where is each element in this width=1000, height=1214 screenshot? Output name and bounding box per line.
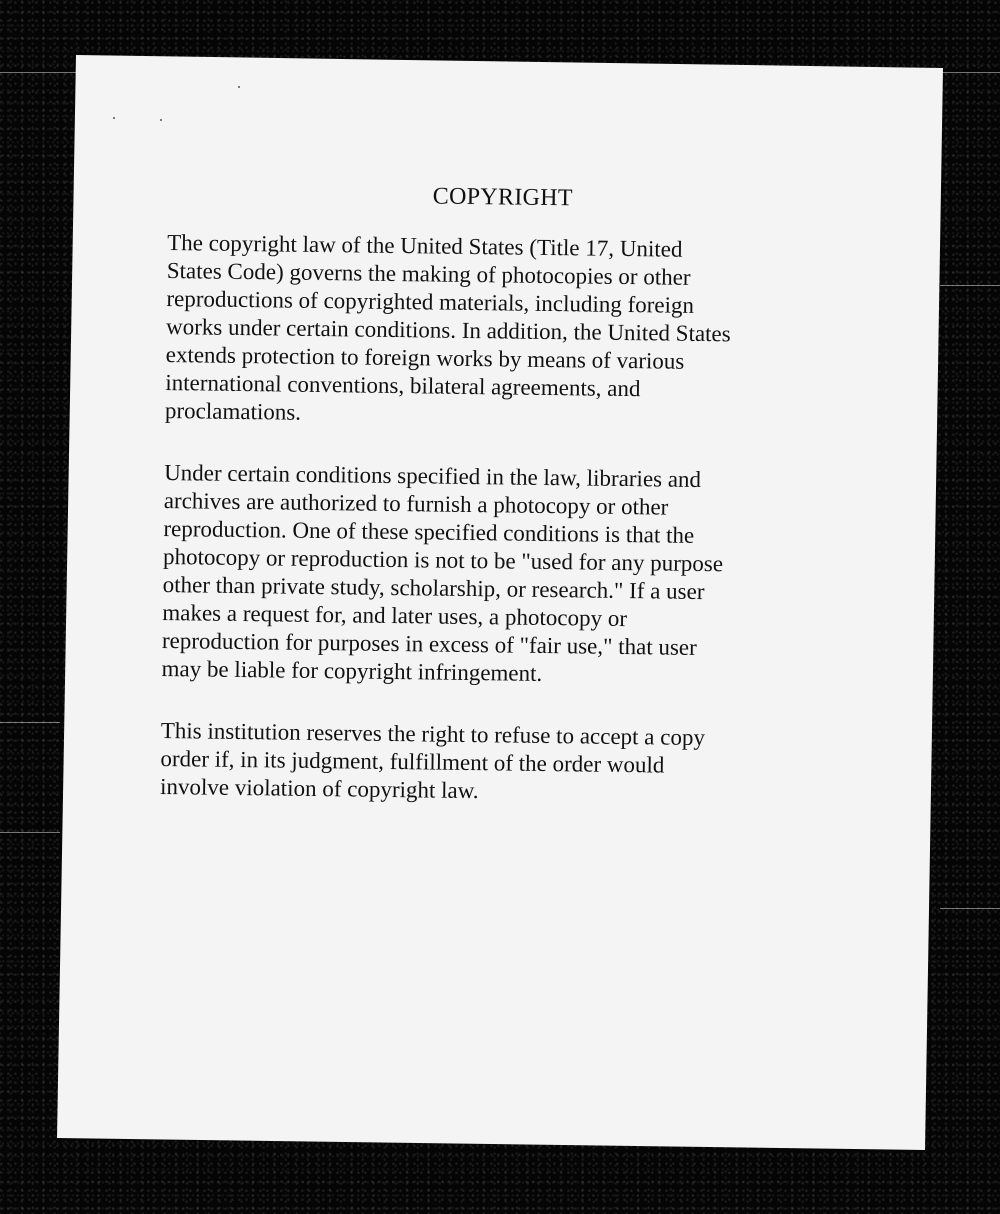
paper-speck bbox=[160, 119, 162, 121]
text-line: involve violation of copyright law. bbox=[159, 773, 479, 804]
text-line: The copyright law of the United States (Title 17, United bbox=[167, 229, 683, 262]
text-line: reproductions of copyrighted materials, including foreign bbox=[166, 285, 695, 318]
paragraph-copyright-law bbox=[165, 229, 818, 433]
text-line: works under certain conditions. In addition, the United States bbox=[165, 313, 731, 347]
text-line: archives are authorized to furnish a photocopy or other bbox=[163, 487, 669, 520]
text-line: States Code) governs the making of photocopies or other bbox=[166, 257, 691, 290]
text-line: reproduction. One of these specified conditions is that the bbox=[163, 515, 695, 548]
text-line: makes a request for, and later uses, a photocopy or bbox=[162, 599, 628, 632]
text-line: international conventions, bilateral agreements, and bbox=[165, 369, 641, 402]
paper-speck bbox=[238, 86, 240, 88]
text-line: may be liable for copyright infringement. bbox=[161, 655, 543, 686]
text-line: proclamations. bbox=[164, 397, 302, 425]
paragraph-library-conditions bbox=[161, 459, 814, 691]
text-line: other than private study, scholarship, or research." If a user bbox=[162, 571, 705, 605]
text-line: extends protection to foreign works by means of various bbox=[165, 341, 685, 374]
paragraph-institution-rights bbox=[160, 717, 811, 810]
text-line: photocopy or reproduction is not to be "used for any purpose bbox=[162, 543, 724, 577]
document-title: COPYRIGHT bbox=[432, 183, 573, 212]
text-line: reproduction for purposes in excess of "fair use," that user bbox=[161, 627, 697, 660]
text-line: This institution reserves the right to refuse to accept a copy bbox=[160, 717, 706, 751]
text-line: Under certain conditions specified in the law, libraries and bbox=[164, 459, 702, 493]
paper-speck bbox=[113, 117, 115, 119]
text-line: order if, in its judgment, fulfillment of the order would bbox=[160, 745, 665, 778]
document-body bbox=[159, 180, 818, 843]
